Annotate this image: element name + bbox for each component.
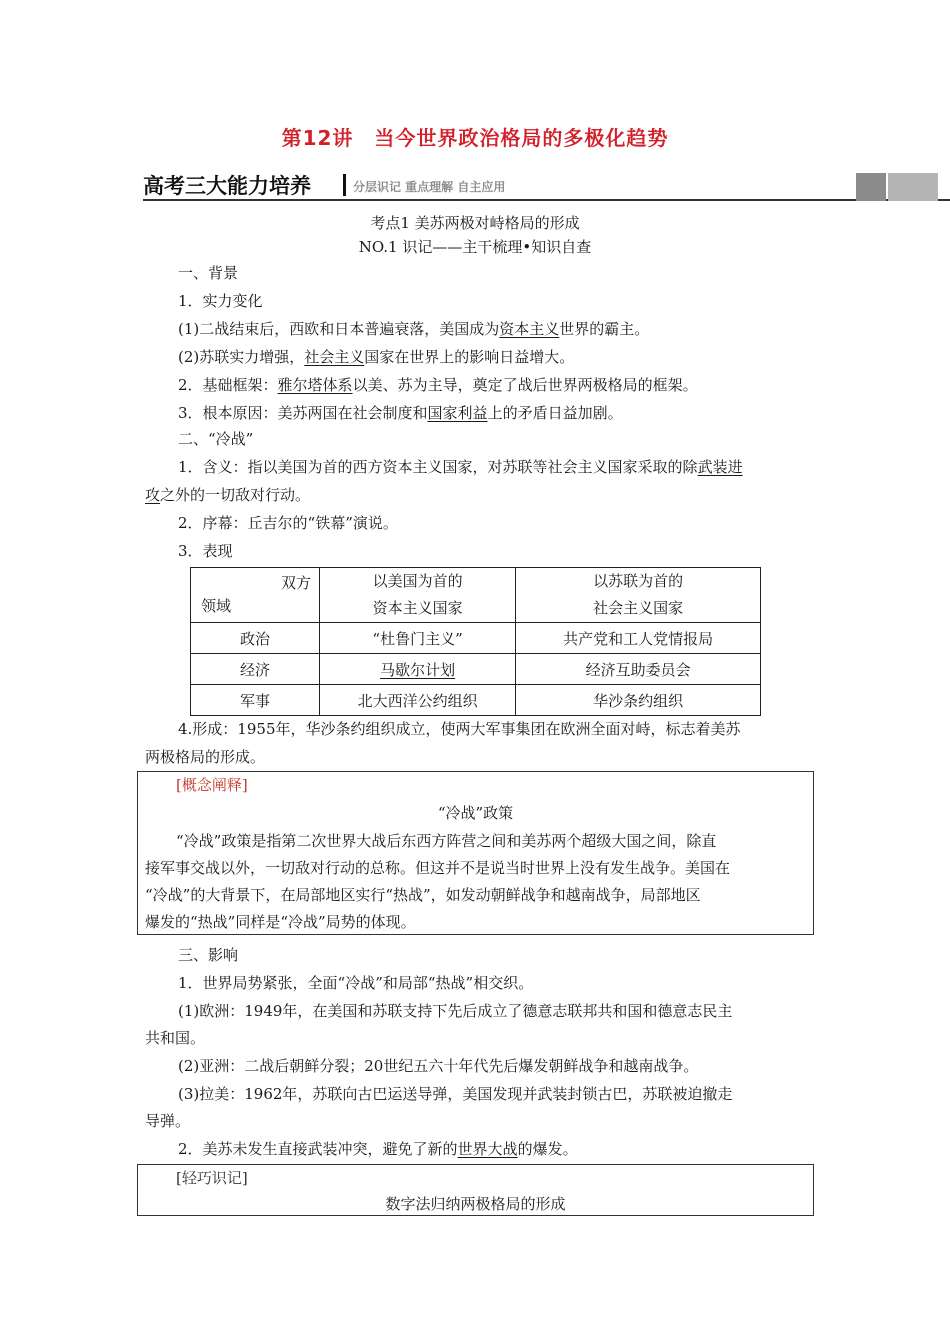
concept-text: “冷战”政策是指第二次世界大战后东西方阵营之间和美苏两个超级大国之间，除直: [176, 832, 717, 850]
paragraph: 2．序幕：丘吉尔的“铁幕”演说。: [178, 514, 398, 532]
key-term: 世界大战: [457, 1140, 518, 1158]
section-heading-background: 一、背景: [178, 264, 239, 282]
paragraph: 4.形成：1955年，华沙条约组织成立，使两大军事集团在欧洲全面对峙，标志着美苏: [178, 720, 741, 738]
paragraph: (3)拉美：1962年，苏联向古巴运送导弹，美国发现并武装封锁古巴，苏联被迫撤走: [178, 1085, 733, 1103]
concept-text: 接军事交战以外，一切敌对行动的总称。但这并不是说当时世界上没有发生战争。美国在: [145, 859, 731, 877]
comparison-table: [190, 567, 761, 716]
page-title: 第12讲 当今世界政治格局的多极化趋势: [281, 126, 669, 150]
kaodian-heading: 考点1 美苏两极对峙格局的形成: [370, 214, 580, 232]
paragraph: 2．基础框架：雅尔塔体系以美、苏为主导，奠定了战后世界两极格局的框架。: [178, 376, 698, 394]
table-row: 政治 “杜鲁门主义” 共产党和工人党情报局: [191, 623, 761, 654]
paragraph: (2)苏联实力增强，社会主义国家在世界上的影响日益增大。: [178, 348, 575, 366]
tip-title: 数字法归纳两极格局的形成: [385, 1195, 566, 1213]
paragraph: 1．含义：指以美国为首的西方资本主义国家，对苏联等社会主义国家采取的除武装进: [178, 458, 743, 476]
key-term: 资本主义: [499, 320, 560, 338]
key-term: 国家利益: [427, 404, 488, 422]
decor-block-dark: [856, 173, 886, 201]
concept-label: [概念阐释]: [176, 776, 248, 794]
banner-subtitle: 分层识记 重点理解 自主应用: [353, 180, 506, 194]
tip-label: [轻巧识记]: [176, 1169, 248, 1187]
tip-box: [137, 1164, 814, 1216]
banner-title: 高考三大能力培养: [143, 174, 311, 198]
concept-title: “冷战”政策: [437, 804, 514, 822]
paragraph: (1)二战结束后，西欧和日本普遍衰落，美国成为资本主义世界的霸主。: [178, 320, 650, 338]
section-banner: [143, 170, 808, 200]
paragraph: 3．表现: [178, 542, 233, 560]
decor-block-light: [888, 173, 938, 201]
key-term: 攻: [145, 486, 161, 504]
concept-box: [137, 771, 814, 935]
paragraph: 2．美苏未发生直接武装冲突，避免了新的世界大战的爆发。: [178, 1140, 578, 1158]
banner-divider: [343, 174, 346, 196]
section-heading-impact: 三、影响: [178, 946, 239, 964]
concept-text: 爆发的“热战”同样是“冷战”局势的体现。: [145, 913, 416, 931]
paragraph: 3．根本原因：美苏两国在社会制度和国家利益上的矛盾日益加剧。: [178, 404, 623, 422]
paragraph: 1．实力变化: [178, 292, 263, 310]
key-term: 雅尔塔体系: [277, 376, 353, 394]
paragraph: (1)欧洲：1949年，在美国和苏联支持下先后成立了德意志联邦共和国和德意志民主: [178, 1002, 733, 1020]
key-term: 马歇尔计划: [380, 660, 456, 679]
table-row: 军事 北大西洋公约组织 华沙条约组织: [191, 685, 761, 716]
paragraph: 两极格局的形成。: [145, 748, 266, 766]
paragraph: 导弹。: [145, 1112, 191, 1130]
no1-heading: NO.1 识记——主干梳理•知识自查: [358, 238, 592, 256]
concept-text: “冷战”的大背景下，在局部地区实行“热战”，如发动朝鲜战争和越南战争，局部地区: [145, 886, 701, 904]
paragraph: 共和国。: [145, 1029, 206, 1047]
key-term: 社会主义: [304, 348, 365, 366]
table-row: 经济 马歇尔计划 经济互助委员会: [191, 654, 761, 685]
table-header-us: 以美国为首的 资本主义国家: [320, 568, 516, 623]
banner-underline: [143, 199, 950, 201]
paragraph: 攻之外的一切敌对行动。: [145, 486, 311, 504]
table-header-su: 以苏联为首的 社会主义国家: [516, 568, 761, 623]
section-heading-cold-war: 二、“冷战”: [178, 430, 254, 448]
table-corner-cell: 双方 领域: [191, 568, 320, 623]
key-term: 武装进: [697, 458, 743, 476]
paragraph: 1．世界局势紧张，全面“冷战”和局部“热战”相交织。: [178, 974, 534, 992]
paragraph: (2)亚洲：二战后朝鲜分裂；20世纪五六十年代先后爆发朝鲜战争和越南战争。: [178, 1057, 699, 1075]
